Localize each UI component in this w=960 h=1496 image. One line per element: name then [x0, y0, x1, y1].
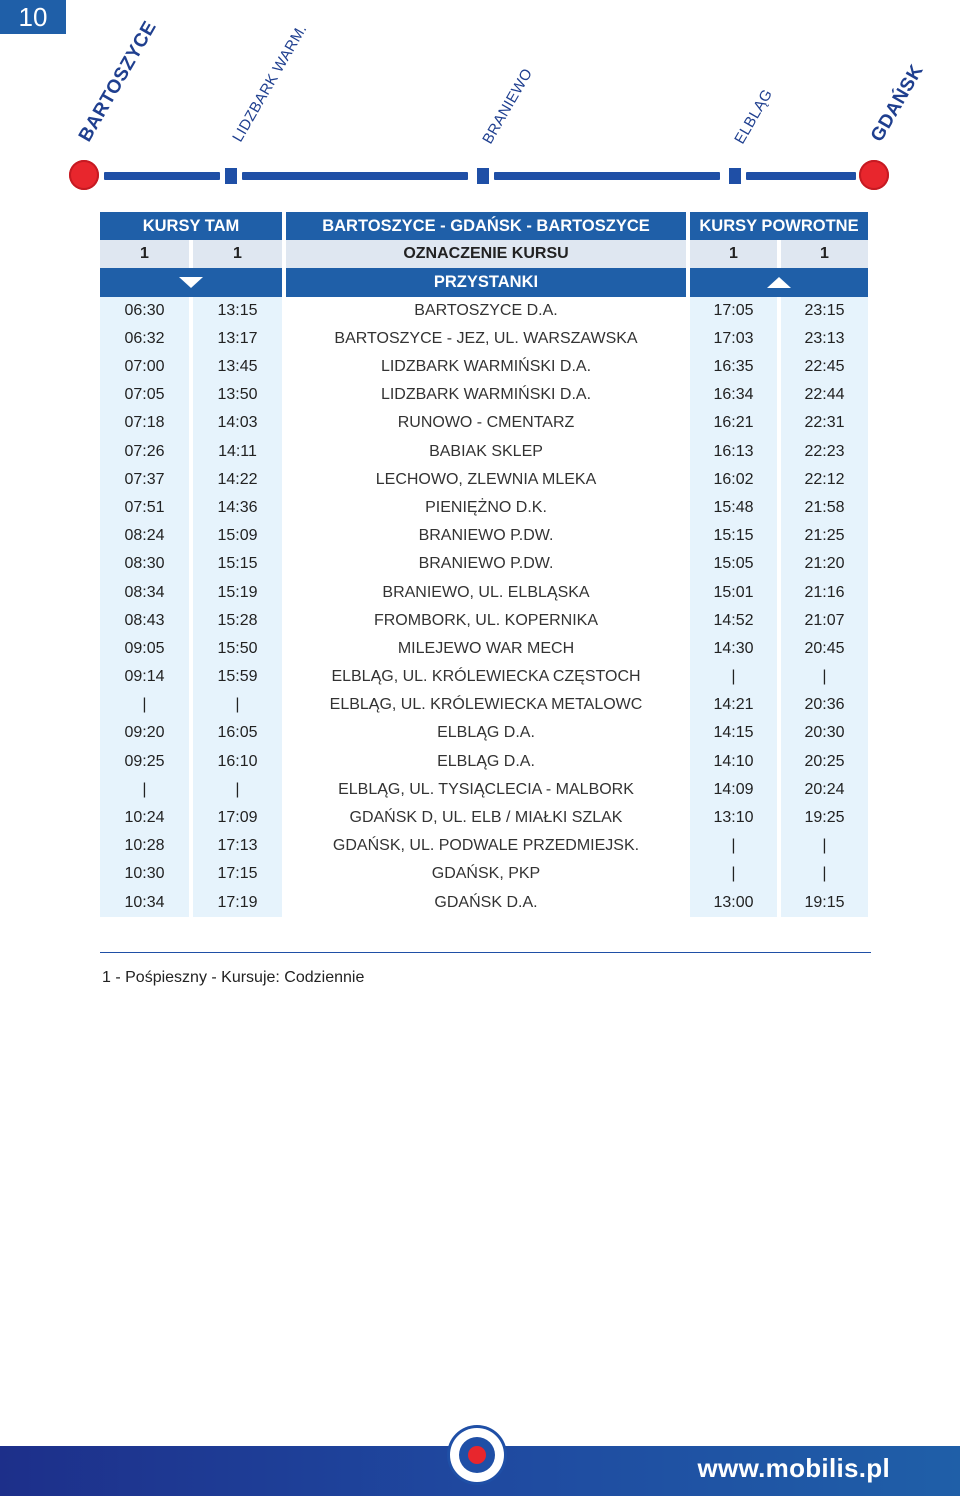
outbound-time-2: 14:03: [193, 409, 286, 437]
stop-name: FROMBORK, UL. KOPERNIKA: [286, 607, 690, 635]
return-time-2: 22:23: [781, 438, 868, 466]
stop-name: BARTOSZYCE - JEZ, UL. WARSZAWSKA: [286, 325, 690, 353]
arrow-up-icon: [767, 277, 791, 288]
table-row: [100, 719, 868, 747]
table-row: [100, 297, 868, 325]
course-mark-out-1: 1: [100, 240, 193, 268]
table-row: [100, 635, 868, 663]
return-time-2: 22:31: [781, 409, 868, 437]
course-mark-ret-1: 1: [690, 240, 781, 268]
return-time-1: 16:21: [690, 409, 781, 437]
return-time-2: 20:36: [781, 691, 868, 719]
return-time-1: 13:00: [690, 889, 781, 917]
return-time-1: 16:34: [690, 381, 781, 409]
outbound-time-1: 09:05: [100, 635, 193, 663]
outbound-time-1: 07:00: [100, 353, 193, 381]
return-time-1: |: [690, 860, 781, 888]
stop-name: GDAŃSK D, UL. ELB / MIAŁKI SZLAK: [286, 804, 690, 832]
return-time-1: 14:09: [690, 776, 781, 804]
return-time-2: 23:13: [781, 325, 868, 353]
return-time-2: |: [781, 860, 868, 888]
return-time-1: 16:35: [690, 353, 781, 381]
outbound-time-1: |: [100, 776, 193, 804]
return-time-2: 20:30: [781, 719, 868, 747]
stop-name: ELBLĄG D.A.: [286, 719, 690, 747]
stop-name: LIDZBARK WARMIŃSKI D.A.: [286, 381, 690, 409]
outbound-time-1: 09:14: [100, 663, 193, 691]
route-stop-node-elblag: [729, 168, 741, 184]
stop-name: LECHOWO, ZLEWNIA MLEKA: [286, 466, 690, 494]
outbound-time-2: 15:28: [193, 607, 286, 635]
stop-name: BABIAK SKLEP: [286, 438, 690, 466]
return-time-2: 23:15: [781, 297, 868, 325]
return-time-2: 22:44: [781, 381, 868, 409]
stop-name: ELBLĄG D.A.: [286, 748, 690, 776]
table-row: [100, 607, 868, 635]
route-stop-label-elblag: ELBLĄG: [731, 86, 777, 147]
return-time-2: 21:07: [781, 607, 868, 635]
return-time-1: 13:10: [690, 804, 781, 832]
outbound-time-2: 13:45: [193, 353, 286, 381]
route-end-node-bartoszyce: [69, 160, 99, 190]
outbound-time-2: 13:50: [193, 381, 286, 409]
outbound-time-2: 15:15: [193, 550, 286, 578]
stop-name: ELBLĄG, UL. TYSIĄCLECIA - MALBORK: [286, 776, 690, 804]
return-time-1: 14:15: [690, 719, 781, 747]
stop-name: MILEJEWO WAR MECH: [286, 635, 690, 663]
table-row: [100, 438, 868, 466]
route-segment: [746, 172, 856, 180]
outbound-time-1: 07:26: [100, 438, 193, 466]
return-time-1: 14:52: [690, 607, 781, 635]
route-segment: [104, 172, 220, 180]
outbound-time-1: 08:34: [100, 578, 193, 606]
footer-website-link[interactable]: www.mobilis.pl: [697, 1453, 890, 1483]
return-time-1: 17:03: [690, 325, 781, 353]
route-diagram: [0, 0, 960, 200]
stop-name: BRANIEWO P.DW.: [286, 550, 690, 578]
stop-name: GDAŃSK, UL. PODWALE PRZEDMIEJSK.: [286, 832, 690, 860]
outbound-time-1: 07:37: [100, 466, 193, 494]
page-number: 10: [0, 0, 66, 34]
table-row: [100, 494, 868, 522]
return-time-2: 20:24: [781, 776, 868, 804]
table-row: [100, 804, 868, 832]
header-outbound: KURSY TAM: [100, 212, 286, 240]
return-time-1: 15:01: [690, 578, 781, 606]
outbound-time-1: 09:20: [100, 719, 193, 747]
return-time-1: 14:30: [690, 635, 781, 663]
outbound-time-2: 16:10: [193, 748, 286, 776]
route-stop-label-gdansk: GDAŃSK: [866, 61, 928, 146]
stop-name: LIDZBARK WARMIŃSKI D.A.: [286, 353, 690, 381]
table-row: [100, 381, 868, 409]
header-return: KURSY POWROTNE: [690, 212, 868, 240]
return-time-2: 21:20: [781, 550, 868, 578]
course-designation-label: OZNACZENIE KURSU: [286, 240, 690, 268]
outbound-time-1: 07:18: [100, 409, 193, 437]
return-time-2: 21:25: [781, 522, 868, 550]
route-stop-label-lidzbark: LIDZBARK WARM.: [229, 21, 311, 146]
outbound-time-1: 10:34: [100, 889, 193, 917]
return-time-2: 20:45: [781, 635, 868, 663]
return-time-2: |: [781, 663, 868, 691]
return-time-1: 14:10: [690, 748, 781, 776]
outbound-time-1: 07:51: [100, 494, 193, 522]
mobilis-logo-icon: [450, 1428, 504, 1482]
outbound-time-1: 06:32: [100, 325, 193, 353]
route-stop-label-braniewo: BRANIEWO: [479, 65, 537, 147]
stop-name: ELBLĄG, UL. KRÓLEWIECKA METALOWC: [286, 691, 690, 719]
return-time-2: 21:58: [781, 494, 868, 522]
course-mark-ret-2: 1: [781, 240, 868, 268]
outbound-time-2: 14:36: [193, 494, 286, 522]
outbound-time-2: 17:19: [193, 889, 286, 917]
return-time-2: 22:45: [781, 353, 868, 381]
stop-name: BRANIEWO, UL. ELBLĄSKA: [286, 578, 690, 606]
return-time-1: 16:02: [690, 466, 781, 494]
route-end-node-gdansk: [859, 160, 889, 190]
outbound-time-2: 15:59: [193, 663, 286, 691]
outbound-time-2: |: [193, 691, 286, 719]
table-row: [100, 832, 868, 860]
table-row: [100, 776, 868, 804]
arrow-down-icon: [179, 277, 203, 288]
return-time-1: |: [690, 663, 781, 691]
outbound-time-2: 17:15: [193, 860, 286, 888]
table-row: [100, 691, 868, 719]
header-route-title: BARTOSZYCE - GDAŃSK - BARTOSZYCE: [286, 212, 690, 240]
return-time-1: 15:15: [690, 522, 781, 550]
direction-down-cell: [100, 268, 286, 296]
stop-name: BRANIEWO P.DW.: [286, 522, 690, 550]
outbound-time-2: 15:19: [193, 578, 286, 606]
outbound-time-1: 06:30: [100, 297, 193, 325]
outbound-time-1: |: [100, 691, 193, 719]
table-row: [100, 353, 868, 381]
table-row: [100, 466, 868, 494]
stop-name: ELBLĄG, UL. KRÓLEWIECKA CZĘSTOCH: [286, 663, 690, 691]
direction-up-cell: [690, 268, 868, 296]
outbound-time-1: 08:43: [100, 607, 193, 635]
outbound-time-1: 07:05: [100, 381, 193, 409]
stop-name: BARTOSZYCE D.A.: [286, 297, 690, 325]
table-row: [100, 325, 868, 353]
outbound-time-2: 17:09: [193, 804, 286, 832]
stop-name: GDAŃSK D.A.: [286, 889, 690, 917]
return-time-1: 15:48: [690, 494, 781, 522]
course-mark-out-2: 1: [193, 240, 286, 268]
route-segment: [494, 172, 720, 180]
outbound-time-1: 10:28: [100, 832, 193, 860]
outbound-time-2: 13:15: [193, 297, 286, 325]
return-time-1: 16:13: [690, 438, 781, 466]
table-row: [100, 860, 868, 888]
outbound-time-2: 16:05: [193, 719, 286, 747]
stop-name: PIENIĘŻNO D.K.: [286, 494, 690, 522]
outbound-time-1: 08:30: [100, 550, 193, 578]
outbound-time-2: 14:22: [193, 466, 286, 494]
return-time-2: 21:16: [781, 578, 868, 606]
outbound-time-1: 08:24: [100, 522, 193, 550]
outbound-time-2: 17:13: [193, 832, 286, 860]
footnote: 1 - Pośpieszny - Kursuje: Codziennie: [102, 969, 365, 986]
return-time-2: |: [781, 832, 868, 860]
outbound-time-1: 09:25: [100, 748, 193, 776]
route-segment: [242, 172, 468, 180]
stop-name: RUNOWO - CMENTARZ: [286, 409, 690, 437]
route-stop-label-bartoszyce: BARTOSZYCE: [74, 17, 161, 146]
return-time-2: 19:25: [781, 804, 868, 832]
table-row: [100, 550, 868, 578]
outbound-time-2: 15:50: [193, 635, 286, 663]
return-time-1: |: [690, 832, 781, 860]
stops-header: PRZYSTANKI: [286, 268, 690, 296]
stop-name: GDAŃSK, PKP: [286, 860, 690, 888]
return-time-2: 20:25: [781, 748, 868, 776]
outbound-time-2: 13:17: [193, 325, 286, 353]
table-row: [100, 889, 868, 917]
table-row: [100, 748, 868, 776]
outbound-time-2: 14:11: [193, 438, 286, 466]
return-time-1: 15:05: [690, 550, 781, 578]
return-time-2: 22:12: [781, 466, 868, 494]
return-time-2: 19:15: [781, 889, 868, 917]
route-stop-node-braniewo: [477, 168, 489, 184]
outbound-time-1: 10:24: [100, 804, 193, 832]
table-row: [100, 578, 868, 606]
footnote-divider: [100, 952, 871, 953]
return-time-1: 17:05: [690, 297, 781, 325]
table-row: [100, 663, 868, 691]
table-row: [100, 522, 868, 550]
timetable: [100, 212, 868, 917]
outbound-time-2: 15:09: [193, 522, 286, 550]
return-time-1: 14:21: [690, 691, 781, 719]
outbound-time-1: 10:30: [100, 860, 193, 888]
route-stop-node-lidzbark: [225, 168, 237, 184]
outbound-time-2: |: [193, 776, 286, 804]
table-row: [100, 409, 868, 437]
